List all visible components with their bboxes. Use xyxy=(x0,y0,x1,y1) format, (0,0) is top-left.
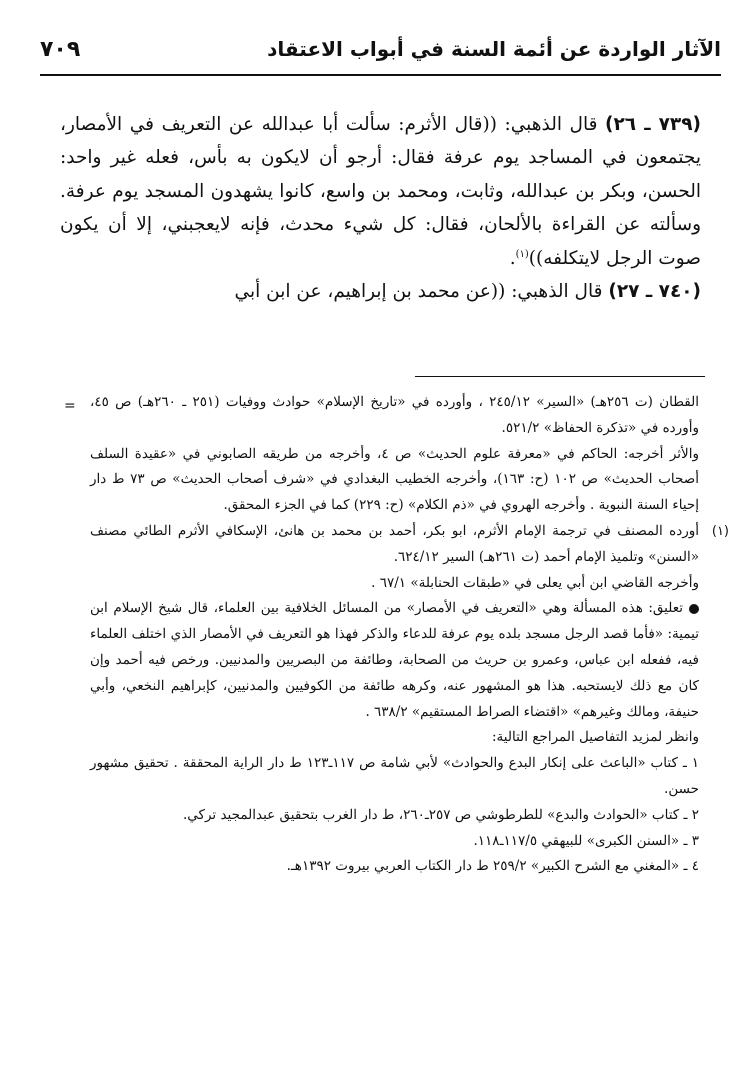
narration-number: (٧٣٩ ـ ٢٦) xyxy=(605,114,701,135)
comment-text: تعليق: هذه المسألة وهي «التعريف في الأمصار» من المسائل الخلافية بين العلماء، قال شيخ الإسلام ابن تيمية: «فأما قصد الرجل مسجد بلده يوم عرفة للدعاء والذكر فهذا هو التعريف في الأمصار الذي اختلف العلماء فيه، ففعله ابن عباس، وعمرو بن حريث من الصحابة، وطائفة من البصريين والمدنيين. ورخص فيه أحمد وإن كان مع ذلك لايستحبه. هذا هو المشهور عنه، وكرهه طائفة من الكوفيين والمدنيين، كإبراهيم النخعي، وأبي حنيفة، ومالك وغيرهم» «اقتضاء الصراط المستقيم» ٦٣٨/٢ . xyxy=(90,600,699,720)
narration-740 xyxy=(60,275,701,308)
reference-4: ٤ ـ «المغني مع الشرح الكبير» ٢٥٩/٢ ط دار الكتاب العربي بيروت ١٣٩٢هـ. xyxy=(286,858,699,875)
footnote-rule xyxy=(415,376,705,377)
references-intro: وانظر لمزيد التفاصيل المراجع التالية: xyxy=(492,729,699,746)
main-text xyxy=(60,108,701,308)
narration-739 xyxy=(60,108,701,275)
narration-text: قال الذهبي: ((عن محمد بن إبراهيم، عن ابن أبي xyxy=(234,281,609,303)
footnote-continued-a: القطان (ت ٢٥٦هـ) «السير» ٢٤٥/١٢ ، وأورده في «تاريخ الإسلام» حوادث ووفيات (٢٥١ ـ ٢٦٠هـ) ص ٤٥، وأورده في «تذكرة الحفاظ» ٥٢١/٢. xyxy=(90,394,700,436)
narration-text: قال الذهبي: ((قال الأثرم: سألت أبا عبدالله عن التعريف في الأمصار، يجتمعون في المساجد يوم عرفة فقال: أرجو أن لايكون به بأس، فعله غير واحد: الحسن، وبكر بن عبدالله، وثابت، ومحمد بن واسع، كانوا يشهدون المسجد يوم عرفة. وسألته عن القراءة بالألحان، فقال: كل شيء محدث، فإنه لايعجبني، إلا أن يكون صوت الرجل لايتكلفه)) xyxy=(60,114,701,269)
reference-1: ١ ـ كتاب «الباعث على إنكار البدع والحوادث» لأبي شامة ص ١١٧ـ١٢٣ ط دار الراية المحققة . تحقيق مشهور حسن. xyxy=(90,755,699,797)
footnote-continued-b: والأثر أخرجه: الحاكم في «معرفة علوم الحديث» ص ٤، وأخرجه من طريقه الصابوني في «عقيدة السلف أصحاب الحديث» ص ١٠٢ (ح: ١٦٣)، وأخرجه الخطيب البغدادي في «شرف أصحاب الحديث» ص ٧٣ ط دار إحياء السنة النبوية . وأخرجه الهروي في «ذم الكلام» (ح: ٢٢٩) كما في الجزء المحقق. xyxy=(90,445,699,514)
continuation-mark: = xyxy=(64,398,76,414)
bullet-icon xyxy=(689,604,699,614)
footnote-label: (١) xyxy=(711,523,729,539)
reference-3: ٣ ـ «السنن الكبرى» للبيهقي ١١٧/٥ـ١١٨. xyxy=(473,832,699,849)
header-rule xyxy=(40,74,721,76)
narration-end: . xyxy=(509,247,516,269)
narration-number: (٧٤٠ ـ ٢٧) xyxy=(608,281,701,303)
footnote-ref-1[interactable]: (١) xyxy=(515,248,529,260)
reference-2: ٢ ـ كتاب «الحوادث والبدع» للطرطوشي ص ٢٥٧ـ٢٦٠، ط دار الغرب بتحقيق عبدالمجيد تركي. xyxy=(183,806,699,823)
page-number: ٧٠٩ xyxy=(40,36,81,62)
footnote-1 xyxy=(90,519,729,571)
footnote-1-b: وأخرجه القاضي ابن أبي يعلى في «طبقات الحنابلة» ٦٧/١ . xyxy=(371,574,699,591)
footnote-separator xyxy=(64,376,705,380)
footnote-1-text: أورده المصنف في ترجمة الإمام الأثرم، ابو بكر، أحمد بن محمد بن هانئ، الإسكافي الأثرم الطائي مصنف «السنن» وتلميذ الإمام أحمد (ت ٢٦١هـ) السير ٦٢٤/١٢. xyxy=(90,522,699,565)
footnotes xyxy=(90,390,729,880)
page-header xyxy=(40,28,721,70)
running-title: الآثار الواردة عن أئمة السنة في أبواب الاعتقاد xyxy=(267,37,721,61)
footnote-1-comment xyxy=(90,596,699,725)
